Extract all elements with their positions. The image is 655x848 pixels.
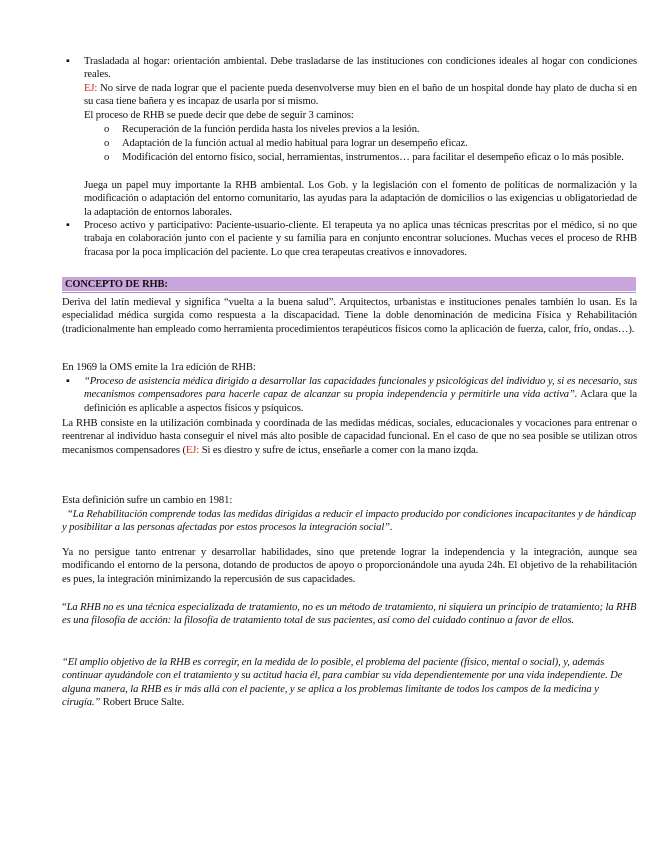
change-1981-quote: “La Rehabilitación comprende todas las medidas dirigidas a reducir el impacto producido por condiciones incapacitantes y de hándicap y posibilitar a las personas afectadas por estos procesos la integración social”. <box>62 509 637 534</box>
oms-intro: En 1969 la OMS emite la 1ra edición de RHB: <box>62 362 256 373</box>
example-bathroom <box>84 82 637 109</box>
philosophy-quote-text: La RHB no es una técnica especializada de tratamiento, no es un método de tratamiento, ni siquiera un principio de tratamiento; la RHB es una filosofía de acción: la filosofía de tratamiento total de sus pacientes, así como del cuidado continuo a favor de ellos. <box>62 602 637 627</box>
philosophy-quote <box>62 601 637 628</box>
salte-quote-text: “El amplio objetivo de la RHB es corregir, en la medida de lo posible, el problema del paciente (físico, mental o social), y, además continuar ayudándole con el tratamiento y su actitud hacia él, para cambiar su vida dependientemente por una vida independiente. De alguna manera, la RHB es ir más allá con el paciente, y se aplica a los problemas limitante de todos los campos de la medicina y cirugía.” <box>62 657 623 709</box>
oms-definition <box>84 375 637 415</box>
combined-measures-example: Si es diestro y sufre de ictus, enseñarle a comer con la mano izqda. <box>199 444 479 456</box>
path-marker-3: o <box>104 152 110 163</box>
path-item-1: Recuperación de la función perdida hasta los niveles previos a la lesión. <box>122 124 420 135</box>
path-item-3: Modificación del entorno físico, social, herramientas, instrumentos… para facilitar el desempeño eficaz o lo más posible. <box>122 152 624 163</box>
salte-quote <box>62 656 637 710</box>
bullet-marker: ▪ <box>66 220 70 231</box>
bullet-marker: ▪ <box>66 376 70 387</box>
bullet-trasladada-text: Trasladada al hogar: orientación ambiental. Debe trasladarse de las instituciones con condiciones ideales al hogar con condiciones reales. <box>84 56 637 81</box>
ej-label: EJ: <box>84 82 98 94</box>
path-marker-1: o <box>104 124 110 135</box>
section-heading-bar <box>62 277 636 291</box>
bullet-marker: ▪ <box>66 56 70 67</box>
salte-quote-author: Robert Bruce Salte. <box>100 697 185 709</box>
concept-paragraph: Deriva del latín medieval y significa “vuelta a la buena salud”. Arquitectos, urbanistas e instituciones penales también lo usan. Es la especialidad médica surgida como respuesta a la discapacidad. Tiene la doble denominación de medicina Física y Rehabilitación (tradicionalmente han empleado como herramienta procedimientos terapéuticos físicos como la aplicación de fuerza, calor, frío, ondas…). <box>62 297 637 335</box>
heading-underline <box>62 292 636 293</box>
oms-quote: “Proceso de asistencia médica dirigido a desarrollar las capacidades funcionales y psicológicas del individuo y, si es necesario, sus mecanismos compensadores para hacerle capaz de alcanzar su propia independencia y permitirle una vida activa”. <box>84 376 637 401</box>
ej-label: EJ: <box>185 444 200 456</box>
combined-measures-paragraph <box>62 417 637 457</box>
bullet-trasladada <box>84 55 637 122</box>
ej-text: No sirve de nada lograr que el paciente pueda desenvolverse muy bien en el baño de un hospital donde hay plato de ducha si en su casa tiene bañera y es incapaz de usarla por sí mismo. <box>84 82 637 108</box>
path-item-2: Adaptación de la función actual al medio habitual para lograr un desempeño eficaz. <box>122 138 468 149</box>
bullet-proceso-activo: Proceso activo y participativo: Paciente-usuario-cliente. El terapeuta ya no aplica unas técnicas prescritas por el médico, si no que trabaja en colaboración junto con el paciente y su familia para en conjunto encontrar soluciones. Muchas veces el proceso de RHB fracasa por la poca implicación del paciente. Lo que crea terapeutas creativos e innovadores. <box>84 220 637 258</box>
environment-role-paragraph: Juega un papel muy importante la RHB ambiental. Los Gob. y la legislación con el fomento de políticas de normalización y la modificación o adaptación del entorno comunitario, las ayudas para la adaptación de domicilios o las exigencias u obligatoriedad de la adaptación de entornos laborales. <box>84 180 637 218</box>
path-marker-2: o <box>104 138 110 149</box>
oms-note: Aclara que la definición es aplicable a aspectos físicos y psíquicos. <box>84 389 637 414</box>
section-heading: CONCEPTO DE RHB: <box>65 279 168 290</box>
philosophy-quote-open: “ <box>62 602 67 613</box>
process-intro: El proceso de RHB se puede decir que debe de seguir 3 caminos: <box>84 109 354 121</box>
combined-measures-text: La RHB consiste en la utilización combinada y coordinada de las medidas médicas, sociales, educacionales y vocaciones para entrenar o reentrenar al individuo hasta conseguir el nivel más alto posible de capacidad funcional. En el caso de que no sea posible se utilizan otros mecanismos compensadores ( <box>62 418 637 456</box>
change-1981-intro: Esta definición sufre un cambio en 1981: <box>62 495 233 506</box>
integration-paragraph: Ya no persigue tanto entrenar y desarrollar habilidades, sino que pretende lograr la independencia y la integración, aunque sea modificando el entorno de la persona, dotando de productos de apoyo o proporcionándole una ayuda 24h. El objetivo de la rehabilitación es pues, la integración minimizando la repercusión de sus capacidades. <box>62 547 637 585</box>
